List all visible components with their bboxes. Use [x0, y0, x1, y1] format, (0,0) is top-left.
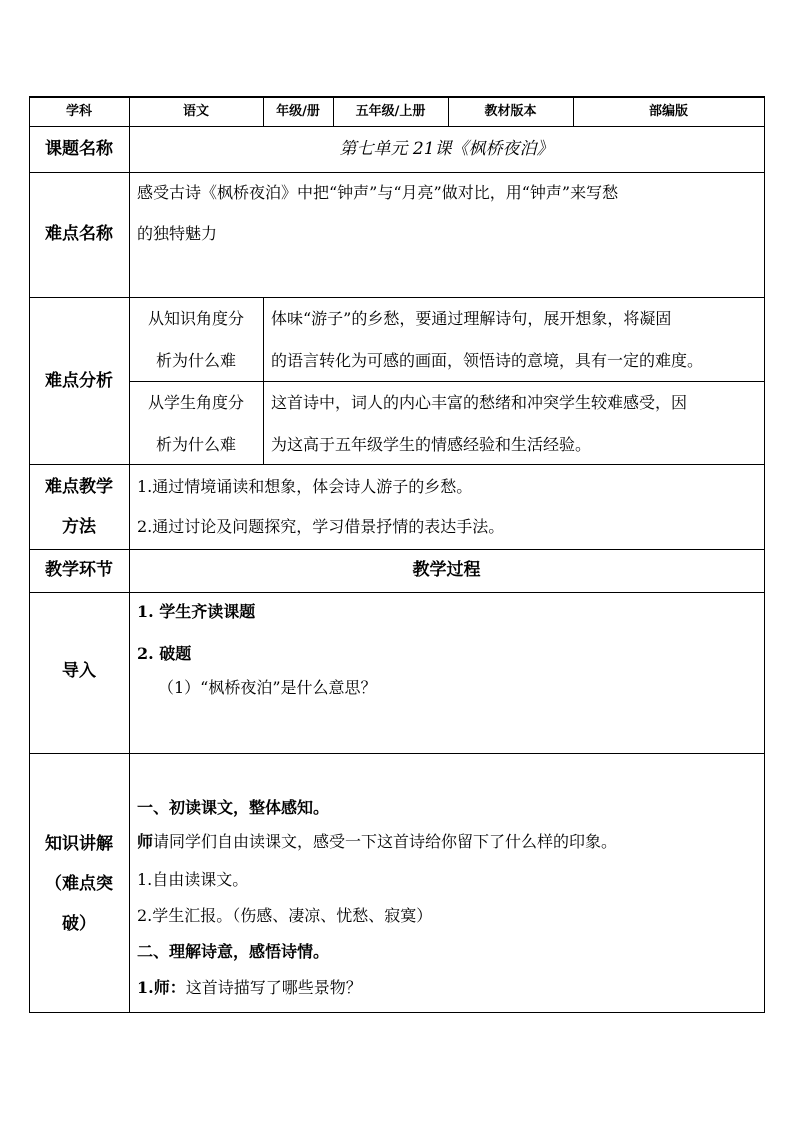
teacher-prompt: [137, 834, 617, 850]
edition-value: 部编版: [648, 104, 688, 119]
section-heading: 二、理解诗意，感悟诗情。: [137, 942, 330, 961]
method-item: 2.通过讨论及问题探究，学习借景抒情的表达手法。: [137, 517, 505, 536]
student-angle-label: 析为什么难: [155, 435, 236, 454]
question-prefix: 1.师：: [137, 978, 186, 997]
grade-label: 年级/册: [276, 104, 320, 119]
method-item: 1.通过情境诵读和想象，体会诗人游子的乡愁。: [137, 477, 473, 496]
row-divider: [29, 126, 765, 127]
knowledge-angle-label: 从知识角度分: [147, 309, 244, 328]
knowledge-angle-text: 的语言转化为可感的画面，领悟诗的意境，具有一定的难度。: [271, 351, 704, 370]
row-divider: [29, 297, 765, 298]
method-label: 方法: [62, 517, 96, 537]
row-divider: [263, 381, 765, 382]
col-divider: [129, 96, 130, 1013]
difficulty-label: 难点名称: [45, 224, 113, 244]
section-heading: 一、初读课文，整体感知。: [137, 798, 330, 817]
subject-label: 学科: [65, 104, 92, 119]
intro-step: 1. 学生齐读课题: [137, 602, 256, 621]
knowledge-angle-text: 体味“游子”的乡愁，要通过理解诗句，展开想象，将凝固: [271, 309, 672, 328]
row-divider: [29, 753, 765, 754]
knowledge-label: 破）: [62, 914, 96, 934]
student-angle-text: 为这高于五年级学生的情感经验和生活经验。: [271, 435, 592, 454]
student-angle-text: 这首诗中，词人的内心丰富的愁绪和冲突学生较难感受，因: [271, 393, 688, 412]
row-divider: [29, 549, 765, 550]
row-divider: [29, 592, 765, 593]
knowledge-label: （难点突: [45, 874, 113, 894]
knowledge-angle-label: 析为什么难: [155, 351, 236, 370]
knowledge-step: 2.学生汇报。（伤感、凄凉、忧愁、寂寞）: [137, 906, 433, 925]
subject-value: 语文: [182, 104, 209, 119]
row-divider: [29, 172, 765, 173]
teacher-question: [137, 980, 362, 996]
analysis-label: 难点分析: [45, 371, 113, 391]
lesson-label: 课题名称: [45, 139, 113, 159]
row-divider: [29, 464, 765, 465]
question-text: 这首诗描写了哪些景物？: [185, 978, 362, 997]
table-border-right: [764, 96, 765, 1013]
intro-question: （1）“枫桥夜泊”是什么意思？: [158, 678, 377, 697]
table-border-bottom: [29, 1012, 765, 1013]
intro-step: 2. 破题: [137, 644, 192, 663]
lesson-title: 第七单元 21课《枫桥夜泊》: [339, 139, 554, 159]
knowledge-step: 1.自由读课文。: [137, 870, 249, 889]
difficulty-text-line: 感受古诗《枫桥夜泊》中把“钟声”与“月亮”做对比，用“钟声”来写愁: [137, 183, 619, 202]
teacher-text: 请同学们自由读课文，感受一下这首诗给你留下了什么样的印象。: [153, 832, 618, 851]
difficulty-text-line: 的独特魅力: [137, 224, 218, 243]
process-column-header: 教学过程: [412, 560, 481, 580]
student-angle-label: 从学生角度分: [147, 393, 244, 412]
table-border-top: [29, 96, 765, 98]
process-section-label: 教学环节: [45, 560, 113, 580]
col-divider: [263, 297, 264, 465]
knowledge-label: 知识讲解: [45, 834, 113, 854]
method-label: 难点教学: [45, 477, 113, 497]
row-divider: [129, 381, 263, 382]
intro-label: 导入: [62, 661, 96, 681]
teacher-prefix: 师: [137, 832, 154, 851]
grade-value: 五年级/上册: [355, 104, 426, 119]
edition-label: 教材版本: [484, 104, 537, 119]
